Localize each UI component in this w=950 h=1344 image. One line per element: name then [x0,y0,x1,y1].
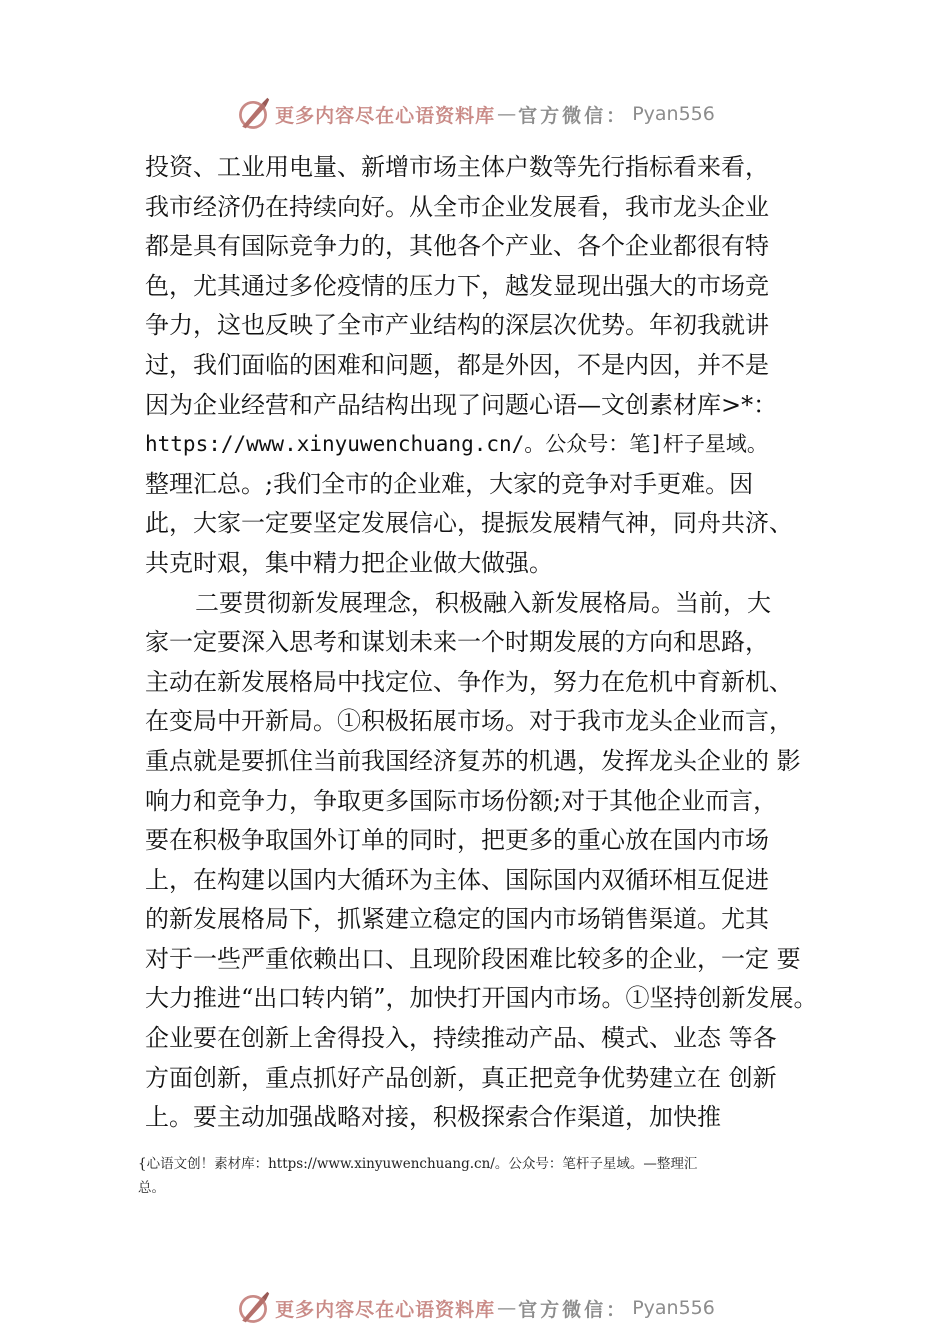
body-line: 在变局中开新局。①积极拓展市场。对于我市龙头企业而言， [145,707,793,736]
footer-watermark-banner [0,1286,950,1330]
body-line: 重点就是要抓住当前我国经济复苏的机遇，发挥龙头企业的 影 [145,746,801,775]
footnote-line: 总。 [138,1180,165,1196]
body-line: 过，我们面临的困难和问题，都是外因，不是内因，并不是 [145,350,769,379]
banner-brand: 更多内容尽在心语资料库 [275,1298,496,1321]
quill-logo-icon [235,1290,271,1326]
body-line: 企业要在创新上舍得投入，持续推动产品、模式、业态 等各 [145,1024,777,1053]
banner-brand: 更多内容尽在心语资料库 [275,104,496,127]
banner-wechat-id: Pyan556 [632,1297,715,1319]
body-line: 共克时艰，集中精力把企业做大做强。 [145,548,553,577]
body-line: 响力和竞争力，争取更多国际市场份额;对于其他企业而言， [145,786,778,815]
banner-wechat-label: 官方微信： [518,104,629,127]
body-line: 对于一些严重依赖出口、且现阶段困难比较多的企业，一定 要 [145,944,801,973]
banner-wechat-id: Pyan556 [632,103,715,125]
banner-dash: — [497,1297,517,1319]
body-line: 的新发展格局下，抓紧建立稳定的国内市场销售渠道。尤其 [145,905,769,934]
body-line: 家一定要深入思考和谋划未来一个时期发展的方向和思路， [145,628,769,657]
body-line: 我市经济仍在持续向好。从全市企业发展看，我市龙头企业 [145,192,769,221]
body-line: 上。要主动加强战略对接，积极探索合作渠道，加快推 [145,1103,721,1132]
document-body [145,148,845,1138]
body-line: 大力推进“出口转内销”，加快打开国内市场。①坚持创新发展。 [145,984,818,1013]
body-line: 要在积极争取国外订单的同时，把更多的重心放在国内市场 [145,826,769,855]
body-line: 方面创新，重点抓好产品创新，真正把竞争优势建立在 创新 [145,1063,777,1092]
banner-dash: — [497,103,517,125]
footnote-line: {心语文创！素材库：https://www.xinyuwenchuang.cn/。公众号：笔杆子星域。—整理汇 [138,1156,698,1172]
quill-logo-icon [235,96,271,132]
body-line: 投资、工业用电量、新增市场主体户数等先行指标看来看， [145,153,769,181]
banner-wechat-label: 官方微信： [518,1298,629,1321]
body-line: 主动在新发展格局中找定位、争作为，努力在危机中育新机、 [145,667,793,696]
body-line: 整理汇总。;我们全市的企业难，大家的竞争对手更难。因 [145,469,754,498]
paragraph-start-line: 二要贯彻新发展理念，积极融入新发展格局。当前，大 [195,588,771,617]
body-line: 色，尤其通过多伦疫情的压力下，越发显现出强大的市场竞 [145,271,769,300]
footnote [138,1152,838,1200]
body-line: 因为企业经营和产品结构出现了问题心语—文创素材库>*： [145,390,778,419]
body-line-url: https://www.xinyuwenchuang.cn/。公众号：笔]杆子星域。 [145,432,768,457]
body-line: 此，大家一定要坚定发展信心，提振发展精气神，同舟共济、 [145,509,793,538]
body-line: 都是具有国际竞争力的，其他各个产业、各个企业都很有特 [145,232,769,261]
body-line: 上，在构建以国内大循环为主体、国际国内双循环相互促进 [145,865,769,894]
body-line: 争力，这也反映了全市产业结构的深层次优势。年初我就讲 [145,311,769,340]
header-watermark-banner [0,92,950,136]
